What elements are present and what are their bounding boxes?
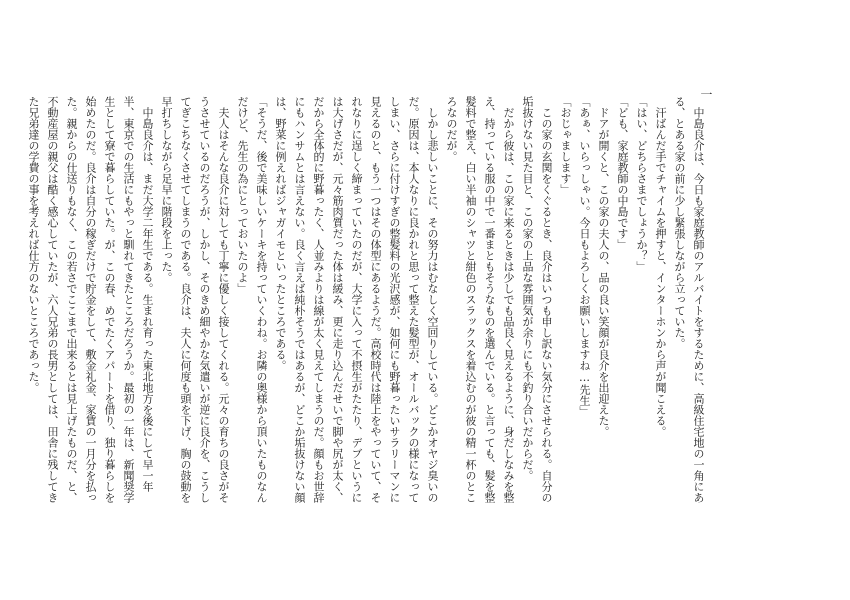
- paragraph: 「はい、どちらさまでしょうか？」: [635, 96, 648, 272]
- paragraph: 中島良介は、まだ大学二年生である。生まれ育った東北地方を後にして早一年半、東京での生活にもやっと馴れてきたところだろうか。最初の一年は、新聞奨学生として寮で暮らしていた。が、この春、めでたくアパートを借り、独り暮らしを始めたのだ。良介は自分の稼ぎだけで貯金をして、敷金礼金、家賃の一月分を払った。親からの仕送りもなく、この若さでここまで出来るとは見上げたものだ、と、不動産屋の親父は酷く感心していたが、六人兄弟の長男としては、田舎に残してきた兄弟達の学費の事を考えれば仕方のないところであった。: [27, 96, 154, 503]
- paragraph: この家の玄関をくぐるとき、良介はいつも申し訳ない気分にさせられる。自分の垢抜けない見た目と、この家の上品な雰囲気が余りにも不釣り合いだからだ。: [521, 96, 553, 503]
- paragraph: 「おじゃまします」: [559, 96, 572, 195]
- paragraph: だから彼は、この家に来るときは少しでも品良く見えるように、身だしなみを整え、持っている服の中で一番まともそうなものを選んでいる。と言っても、髪を整髪料で整え、白い半袖のシャツと紺色のスラックスを着込むのが彼の精一杯のところなのだが。: [445, 96, 515, 503]
- page-number: 一: [699, 88, 713, 100]
- paragraph: しかし悲しいことに、その努力はむなしく空回りしている。どこかオヤジ臭いのだ。原因は、本人なりに良かれと思って整えた髪型が、オールバックの様になってしまい、さらに付けすぎの整髪料の光沢感が、如何にも野暮ったいサラリーマンに見えるのと、もう一つはその体型にあるようだ。高校時代は陸上をやっていて、それなりに逞しく締まっていたのだが、大学に入って不摂生がたたり、デブというには大げさだが、元々筋肉質だった体は緩み、更に走り込んだせいで脚や尻が太く、だから全体的に野暮ったく、人並みよりは線が太く見えてしまうのだ。顔もお世辞にもハンサムとは言えない。良く言えば純朴そうではあるが、どこか垢抜けない顔は、野菜に例えればジャガイモといったところである。: [274, 96, 439, 503]
- paragraph: 「ども、家庭教師の中島です」: [616, 96, 629, 250]
- paragraph: 夫人はそんな良介に対しても丁寧に優しく接してくれる。元々の育ちの良さがそうさせているのだろうが、しかし、そのきめ細やかな気遣いが逆に良介を、こうしてぎこちなくさせてしまうのである。良介は、夫人に何度も頭を下げ、胸の鼓動を早打ちしながら足早に階段を上った。: [160, 96, 230, 503]
- paragraph: 「そうだ、後で美味しいケーキを持っていくわね。お隣の奥様から頂いたものなんだけど、先生の為にとっておいたのよ」: [236, 96, 268, 503]
- paragraph: 「あぁ、いらっしゃい。今日もよろしくお願いしますね…先生」: [578, 96, 591, 417]
- paragraph: 中島良介は、今日も家庭教師のアルバイトをするために、高級住宅地の一角にある、とある家の前に少し緊張しながら立っていた。: [673, 96, 705, 503]
- paragraph: 汗ばんだ手でチャイムを押すと、インターホンから声が聞こえる。: [654, 96, 667, 437]
- paragraph: ドアが開くと、この家の夫人の、品の良い笑顔が良介を出迎えた。: [597, 96, 610, 437]
- novel-text-column-block: [27, 96, 708, 508]
